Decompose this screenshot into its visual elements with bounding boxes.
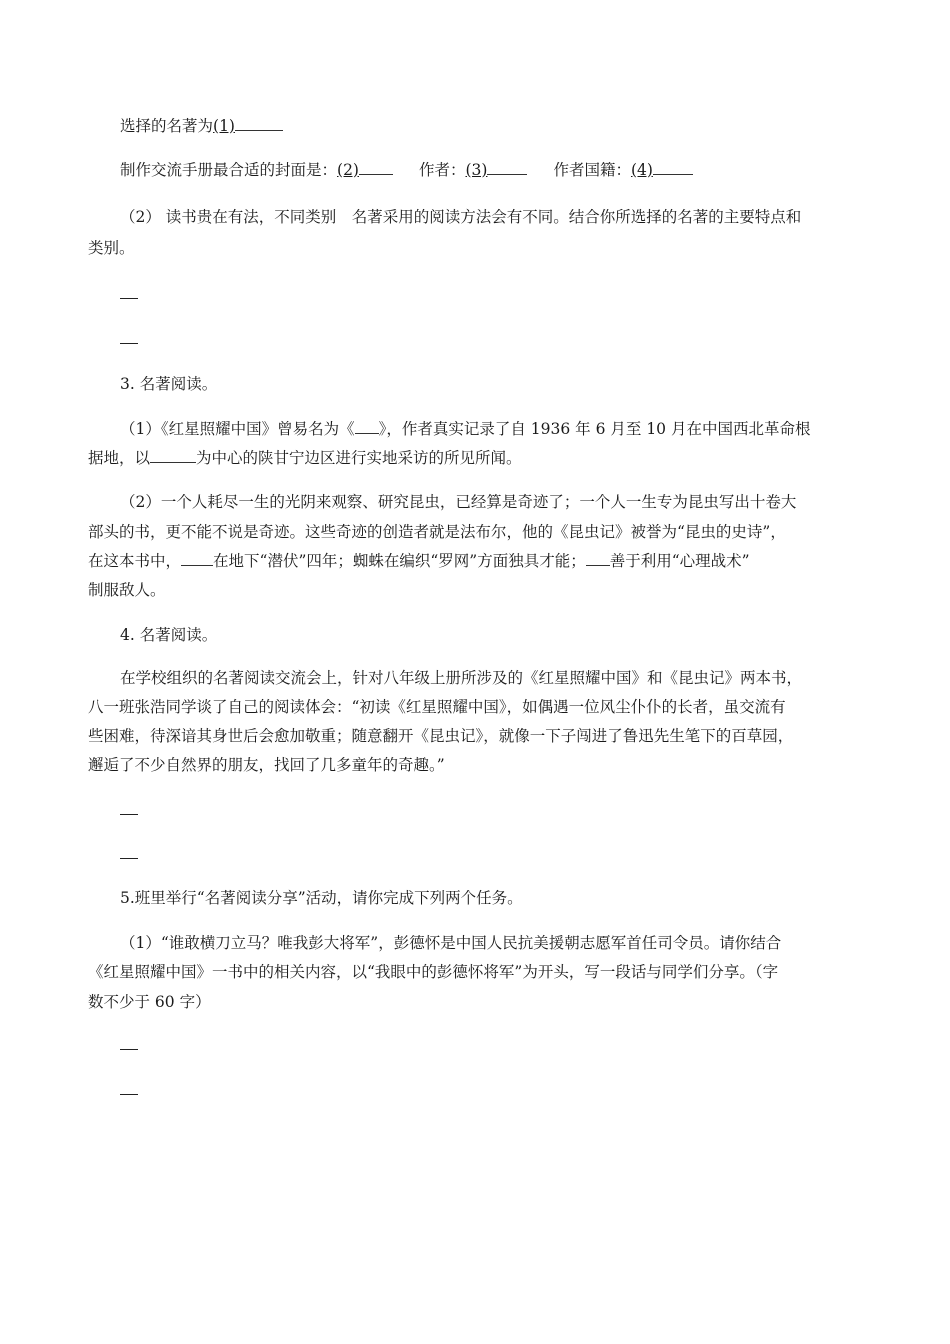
q2-sub2-line1: （2） 读书贵在有法，不同类别 名著采用的阅读方法会有不同。结合你所选择的名著的主要特点和 (120, 208, 802, 226)
nationality-label: 作者国籍： (553, 161, 631, 179)
answer-blank[interactable] (181, 549, 213, 566)
blank-marker-1: (1) (213, 117, 235, 135)
answer-blank-4[interactable] (653, 158, 693, 175)
answer-line[interactable] (120, 298, 138, 299)
q4-para-line4: 邂逅了不少自然界的朋友，找回了几多童年的奇趣。” (88, 756, 445, 774)
author-label: 作者： (418, 161, 466, 179)
cover-author-line (120, 156, 895, 184)
q3-sub2-line4: 制服敌人。 (88, 581, 166, 599)
q5-heading: 5.班里举行“名著阅读分享”活动，请你完成下列两个任务。 (120, 889, 523, 907)
q3-sub1-text-c: 据地，以 (88, 449, 151, 467)
q3-sub1-line2 (88, 444, 863, 472)
cover-label: 制作交流手册最合适的封面是： (120, 161, 338, 179)
q4-para-line1: 在学校组织的名著阅读交流会上，针对八年级上册所涉及的《红星照耀中国》和《昆虫记》两本书， (120, 669, 803, 687)
q3-sub2-line1: （2）一个人耗尽一生的光阴来观察、研究昆虫，已经算是奇迹了；一个人一生专为昆虫写出十卷大 (120, 493, 797, 511)
answer-line[interactable] (120, 1094, 138, 1095)
answer-blank-3[interactable] (487, 158, 527, 175)
answer-blank-2[interactable] (359, 158, 393, 175)
q3-sub1-text-b: 》，作者真实记录了自 1936 年 6 月至 10 月在中国西北革命根 (378, 420, 811, 438)
select-book-label: 选择的名著为 (120, 117, 214, 135)
blank-marker-2: (2) (337, 161, 359, 179)
q5-para-line3: 数不少于 60 字） (88, 993, 211, 1011)
q3-sub1-line1 (120, 415, 895, 443)
q3-sub1-text-a: （1）《红星照耀中国》曾易名为《 (120, 420, 355, 438)
blank-marker-4: (4) (630, 161, 653, 179)
q4-para-line3: 些困难，待深谙其身世后会愈加敬重；随意翻开《昆虫记》，就像一下子闯进了鲁迅先生笔下的百草园， (88, 727, 794, 745)
answer-blank[interactable] (355, 417, 379, 434)
q5-para-line1: （1）“谁敢横刀立马？唯我彭大将军”，彭德怀是中国人民抗美援朝志愿军首任司令员。请你结合 (120, 934, 782, 952)
q3-sub1-text-d: 为中心的陕甘宁边区进行实地采访的所见所闻。 (196, 449, 522, 467)
answer-line[interactable] (120, 1049, 138, 1050)
q3-sub2-text-d: 在地下“潜伏”四年；蜘蛛在编织“罗网”方面独具才能； (213, 552, 586, 570)
q3-sub2-text-e: 善于利用“心理战术” (609, 552, 750, 570)
q4-heading: 4. 名著阅读。 (120, 626, 218, 644)
q4-para-line2: 八一班张浩同学谈了自己的阅读体会：“初读《红星照耀中国》，如偶遇一位风尘仆仆的长者，虽交流有 (88, 698, 786, 716)
q3-sub2-text-c: 在这本书中， (88, 552, 182, 570)
q3-sub2-line3 (88, 547, 863, 575)
q2-sub2-line2: 类别。 (88, 239, 135, 257)
q5-para-line2: 《红星照耀中国》一书中的相关内容，以“我眼中的彭德怀将军”为开头，写一段话与同学们分享。（字 (88, 963, 779, 981)
select-book-line (120, 112, 895, 140)
answer-line[interactable] (120, 858, 138, 859)
answer-blank[interactable] (150, 446, 196, 463)
answer-line[interactable] (120, 343, 138, 344)
blank-marker-3: (3) (465, 161, 488, 179)
answer-blank[interactable] (586, 549, 610, 566)
answer-blank-1[interactable] (235, 114, 283, 131)
q3-sub2-line2: 部头的书，更不能不说是奇迹。这些奇迹的创造者就是法布尔，他的《昆虫记》被誉为“昆虫的史诗”， (88, 523, 786, 541)
answer-line[interactable] (120, 814, 138, 815)
q3-heading: 3. 名著阅读。 (120, 375, 218, 393)
